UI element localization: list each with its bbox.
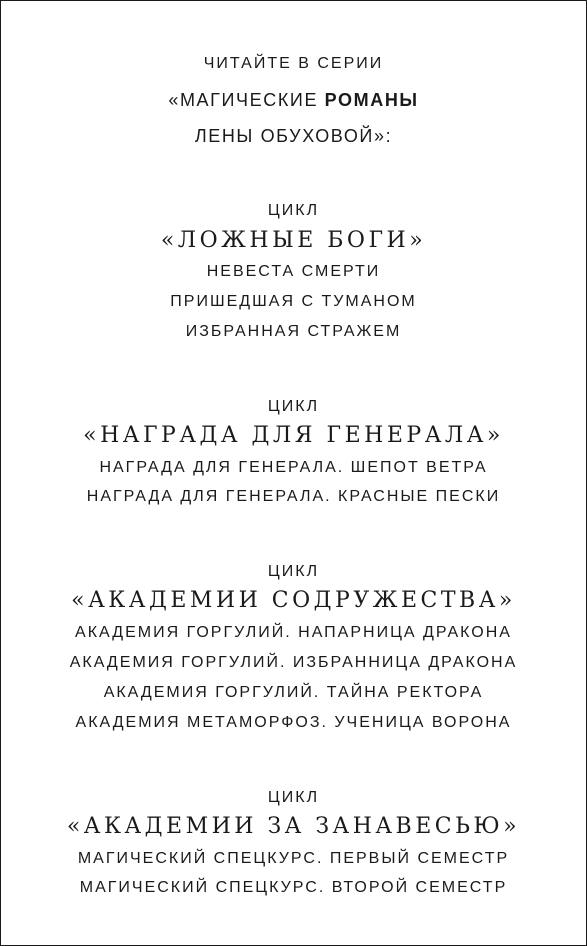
series-name	[1, 90, 586, 111]
cycle-title: «ЛОЖНЫЕ БОГИ»	[160, 228, 427, 253]
book-title: НАГРАДА ДЛЯ ГЕНЕРАЛА. КРАСНЫЕ ПЕСКИ	[86, 488, 501, 505]
book-title: АКАДЕМИЯ ГОРГУЛИЙ. ИЗБРАННИЦА ДРАКОНА	[69, 654, 518, 671]
book-title: НЕВЕСТА СМЕРТИ	[206, 263, 381, 280]
series-author: ЛЕНЫ ОБУХОВОЙ»:	[194, 126, 393, 146]
cycle-title: «НАГРАДА ДЛЯ ГЕНЕРАЛА»	[83, 423, 504, 448]
book-title: АКАДЕМИЯ МЕТАМОРФОЗ. УЧЕНИЦА ВОРОНА	[75, 714, 512, 731]
book-title: МАГИЧЕСКИЙ СПЕЦКУРС. ВТОРОЙ СЕМЕСТР	[79, 879, 508, 896]
book-title: НАГРАДА ДЛЯ ГЕНЕРАЛА. ШЕПОТ ВЕТРА	[99, 459, 488, 476]
cycle-label: ЦИКЛ	[267, 398, 320, 415]
series-name-prefix: «МАГИЧЕСКИЕ	[168, 90, 325, 110]
book-title: ИЗБРАННАЯ СТРАЖЕМ	[185, 323, 402, 340]
cycle-label: ЦИКЛ	[267, 563, 320, 580]
series-name-bold: РОМАНЫ	[324, 90, 419, 110]
book-title: АКАДЕМИЯ ГОРГУЛИЙ. ТАЙНА РЕКТОРА	[103, 684, 484, 701]
cycle-title: «АКАДЕМИИ СОДРУЖЕСТВА»	[71, 588, 516, 613]
cycle-label: ЦИКЛ	[267, 789, 320, 806]
cycle-label: ЦИКЛ	[267, 202, 320, 219]
book-title: ПРИШЕДШАЯ С ТУМАНОМ	[170, 293, 417, 310]
cycle-title: «АКАДЕМИИ ЗА ЗАНАВЕСЬЮ»	[66, 814, 521, 839]
series-intro: ЧИТАЙТЕ В СЕРИИ	[203, 55, 384, 72]
book-title: АКАДЕМИЯ ГОРГУЛИЙ. НАПАРНИЦА ДРАКОНА	[75, 624, 512, 641]
book-title: МАГИЧЕСКИЙ СПЕЦКУРС. ПЕРВЫЙ СЕМЕСТР	[77, 850, 510, 867]
